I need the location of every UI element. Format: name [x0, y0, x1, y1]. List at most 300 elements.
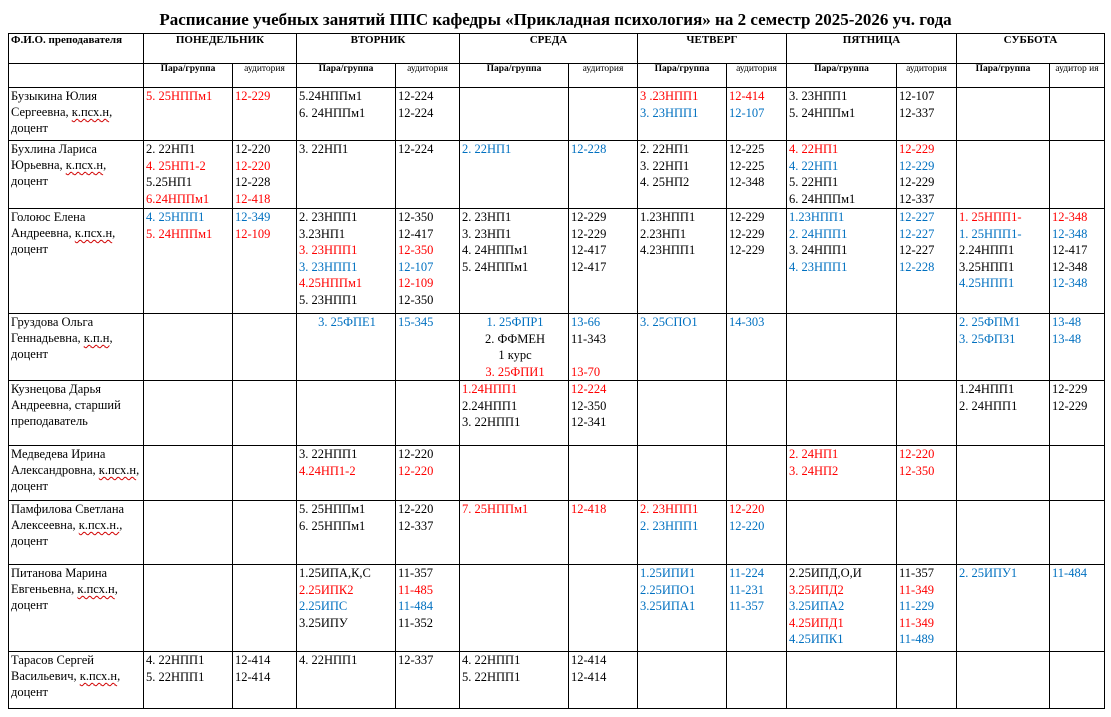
pair-group-cell [638, 446, 727, 501]
room-cell [569, 446, 638, 501]
room-cell [569, 565, 638, 652]
pair-group-cell [638, 652, 727, 709]
room-entry: 11-489 [899, 632, 934, 646]
pair-group-cell [460, 381, 569, 446]
room-entry: 12-224 [571, 382, 607, 396]
teacher-row [9, 501, 1105, 565]
schedule-body [9, 88, 1105, 709]
group-entry: 2. 23НПП1 [299, 210, 358, 224]
group-entry: 4. 25НПП1 [146, 210, 205, 224]
teacher-row [9, 209, 1105, 314]
group-entry: 7. 25НППм1 [462, 502, 529, 516]
room-cell [727, 141, 787, 209]
pair-group-cell [297, 565, 396, 652]
room-cell [233, 652, 297, 709]
group-entry: 5. 22НПП1 [146, 669, 205, 684]
group-entry: 5. 24НППм1 [146, 226, 213, 241]
group-entry: 4.25НПП1 [959, 276, 1015, 290]
room-entry: 11-229 [899, 599, 934, 613]
pair-group-cell [297, 314, 396, 381]
pair-group-cell [144, 381, 233, 446]
header-pair-group: Пара/группа [638, 64, 727, 88]
room-entry: 12-220 [729, 502, 765, 516]
group-entry: 2.23НП1 [640, 226, 687, 241]
room-entry: 11-484 [398, 599, 433, 613]
room-cell [1050, 209, 1105, 314]
pair-group-cell [957, 446, 1050, 501]
room-entry: 12-414 [571, 669, 607, 684]
group-entry: 5. 23НПП1 [299, 292, 358, 307]
group-entry: 1.25ИПИ1 [640, 566, 696, 580]
group-entry: 1 курс [498, 348, 532, 362]
group-entry: 3.23НП1 [299, 226, 346, 241]
pair-group-cell [144, 141, 233, 209]
room-entry: 12-349 [235, 210, 271, 224]
room-entry: 13-66 [571, 315, 601, 329]
pair-group-cell [144, 565, 233, 652]
group-entry: 3.25ИПА1 [640, 599, 696, 613]
group-entry: 2.25ИПО1 [640, 582, 696, 597]
header-room: аудитория [396, 64, 460, 88]
teacher-name: Кузнецова Дарья Андреевна, старший преподаватель [9, 381, 144, 446]
room-cell [569, 141, 638, 209]
header-day-thursday: ЧЕТВЕРГ [638, 34, 787, 64]
room-entry: 12-224 [398, 89, 434, 103]
teacher-row [9, 565, 1105, 652]
pair-group-cell [957, 141, 1050, 209]
group-entry: 4.25ИПК1 [789, 632, 844, 646]
group-entry: 2.24НПП1 [959, 243, 1015, 257]
teacher-row [9, 314, 1105, 381]
pair-group-cell [460, 501, 569, 565]
room-cell [727, 88, 787, 141]
room-cell [727, 446, 787, 501]
room-entry: 12-414 [729, 89, 765, 103]
room-entry: 12-229 [1052, 382, 1088, 396]
room-cell [1050, 501, 1105, 565]
room-cell [1050, 652, 1105, 709]
room-entry: 12-229 [571, 226, 607, 241]
pair-group-cell [297, 88, 396, 141]
room-cell [727, 652, 787, 709]
group-entry: 3. 22НП1 [299, 142, 349, 156]
group-entry: 3 .23НПП1 [640, 89, 699, 103]
pair-group-cell [957, 88, 1050, 141]
room-cell [897, 209, 957, 314]
room-cell [396, 209, 460, 314]
room-entry: 12-337 [899, 105, 935, 120]
room-entry: 12-350 [571, 398, 607, 413]
pair-group-cell [957, 652, 1050, 709]
pair-group-cell [787, 501, 897, 565]
room-cell [396, 652, 460, 709]
room-cell [727, 381, 787, 446]
room-cell [897, 652, 957, 709]
group-entry: 4. 22НПП1 [299, 653, 358, 667]
room-cell [897, 314, 957, 381]
pair-group-cell [638, 501, 727, 565]
room-entry: 12-220 [235, 142, 271, 156]
room-entry: 12-107 [729, 105, 765, 120]
group-entry: 1.25ИПА,К,С [299, 566, 371, 580]
room-cell [897, 501, 957, 565]
pair-group-cell [787, 314, 897, 381]
room-entry: 12-229 [899, 142, 935, 156]
room-cell [727, 501, 787, 565]
group-entry: 1.23НПП1 [789, 210, 845, 224]
room-entry: 13-48 [1052, 331, 1082, 346]
room-entry: 12-348 [1052, 210, 1088, 224]
pair-group-cell [957, 565, 1050, 652]
group-entry: 4. 25НП2 [640, 175, 690, 189]
group-entry: 2. ФФМЕН [484, 331, 546, 346]
room-entry: 12-350 [398, 243, 434, 257]
room-entry: 11-357 [398, 566, 433, 580]
pair-group-cell [460, 209, 569, 314]
header-name-subcell [9, 64, 144, 88]
teacher-row [9, 88, 1105, 141]
group-entry: 3.25ИПА2 [789, 599, 845, 613]
header-day-wednesday: СРЕДА [460, 34, 638, 64]
room-entry: 12-229 [729, 210, 765, 224]
group-entry: 4.24НП1-2 [299, 463, 356, 478]
room-cell [727, 314, 787, 381]
pair-group-cell [638, 141, 727, 209]
header-pair-group: Пара/группа [787, 64, 897, 88]
group-entry: 3. 25ФПИ1 [485, 364, 545, 379]
header-day-saturday: СУББОТА [957, 34, 1105, 64]
group-entry: 2.24НПП1 [462, 398, 518, 413]
room-entry: 12-348 [1052, 276, 1088, 290]
room-entry: 13-48 [1052, 315, 1082, 329]
header-room: аудитория [727, 64, 787, 88]
group-entry: 3.25ИПД2 [789, 582, 844, 597]
pair-group-cell [144, 501, 233, 565]
room-entry: 12-220 [398, 463, 434, 478]
room-entry: 12-224 [398, 105, 434, 120]
room-cell [396, 314, 460, 381]
pair-group-cell [297, 501, 396, 565]
room-cell [569, 381, 638, 446]
room-entry: 12-225 [729, 158, 765, 173]
group-entry: 3. 22НП1 [640, 158, 690, 173]
room-entry: 12-337 [899, 191, 935, 206]
room-entry: 12-229 [1052, 398, 1088, 413]
group-entry: 4. 22НПП1 [462, 653, 521, 667]
room-entry: 12-227 [899, 226, 935, 241]
group-entry: 5. 24НППм1 [789, 105, 856, 120]
group-entry: 2.25ИПД,О,И [789, 566, 862, 580]
room-entry: 11-357 [729, 599, 764, 613]
pair-group-cell [460, 314, 569, 381]
group-entry: 2. 23НПП1 [640, 502, 699, 516]
room-cell [396, 565, 460, 652]
group-entry: 2. 23НПП1 [640, 518, 699, 533]
header-day-friday: ПЯТНИЦА [787, 34, 957, 64]
room-entry: 12-417 [571, 259, 607, 274]
group-entry: 4. 22НПП1 [146, 653, 205, 667]
room-entry: 11-352 [398, 615, 433, 630]
group-entry: 3. 24НПП1 [789, 243, 848, 257]
pair-group-cell [787, 565, 897, 652]
group-entry: 5.25НП1 [146, 175, 193, 189]
room-entry: 12-220 [398, 502, 434, 516]
group-entry: 1.24НПП1 [462, 382, 518, 396]
group-entry: 2. 24НП1 [789, 447, 839, 461]
pair-group-cell [638, 565, 727, 652]
group-entry: 2.25ИПС [299, 599, 348, 613]
group-entry: 6. 24НППм1 [299, 105, 366, 120]
header-day-tuesday: ВТОРНИК [297, 34, 460, 64]
room-entry: 12-225 [729, 142, 765, 156]
room-entry: 12-220 [899, 447, 935, 461]
room-entry: 12-229 [729, 243, 765, 257]
room-entry: 12-348 [729, 175, 765, 189]
room-entry: 12-229 [899, 158, 935, 173]
room-cell [233, 565, 297, 652]
group-entry: 2. 22НП1 [462, 142, 512, 156]
room-cell [396, 501, 460, 565]
group-entry: 2.25ИПК2 [299, 582, 354, 597]
group-entry: 1. 25ФПР1 [486, 315, 544, 329]
room-entry: 11-224 [729, 566, 764, 580]
pair-group-cell [297, 141, 396, 209]
group-entry: 4. 22НП1 [789, 158, 839, 173]
room-entry: 14-303 [729, 315, 765, 329]
room-cell [897, 141, 957, 209]
room-cell [396, 381, 460, 446]
schedule-table [8, 33, 1105, 709]
room-entry: 12-109 [398, 276, 434, 290]
header-day-monday: ПОНЕДЕЛЬНИК [144, 34, 297, 64]
group-entry: 3. 25ФПЕ1 [318, 315, 376, 329]
room-cell [233, 446, 297, 501]
header-name-column: Ф.И.О. преподавателя [9, 34, 144, 64]
group-entry: 1. 25НПП1- [959, 226, 1022, 241]
group-entry: 6.24НППм1 [146, 191, 210, 206]
room-cell [1050, 565, 1105, 652]
pair-group-cell [460, 565, 569, 652]
room-cell [233, 314, 297, 381]
group-entry: 3.25ИПУ [299, 615, 348, 630]
room-entry: 12-229 [571, 210, 607, 224]
room-entry: 12-227 [899, 243, 935, 257]
group-entry: 3. 23НПП1 [789, 89, 848, 103]
group-entry: 3. 25СПО1 [640, 315, 698, 329]
group-entry: 4. 25НП1-2 [146, 158, 206, 173]
room-cell [1050, 88, 1105, 141]
pair-group-cell [957, 501, 1050, 565]
group-entry: 5.24НППм1 [299, 89, 363, 103]
pair-group-cell [144, 209, 233, 314]
room-cell [727, 209, 787, 314]
group-entry: 3. 23НП1 [462, 226, 512, 241]
room-cell [569, 88, 638, 141]
room-cell [1050, 141, 1105, 209]
teacher-name: Питанова Марина Евгеньевна, к.псх.н, доцент [9, 565, 144, 652]
room-cell [727, 565, 787, 652]
room-entry: 12-107 [398, 259, 434, 274]
room-entry: 11-349 [899, 615, 934, 630]
teacher-name: Медведева Ирина Александровна, к.псх.н, доцент [9, 446, 144, 501]
room-entry: 12-229 [235, 89, 271, 103]
group-entry: 5. 22НП1 [789, 175, 839, 189]
pair-group-cell [144, 314, 233, 381]
room-entry: 12-228 [571, 142, 607, 156]
room-entry: 12-227 [899, 210, 935, 224]
group-entry: 3. 23НПП1 [299, 243, 358, 257]
room-entry: 12-417 [398, 226, 434, 241]
group-entry: 2. 23НП1 [462, 210, 512, 224]
room-entry: 12-228 [899, 259, 935, 274]
room-cell [396, 141, 460, 209]
room-cell [233, 88, 297, 141]
teacher-name: Бухлина Лариса Юрьевна, к.псх.н, доцент [9, 141, 144, 209]
pair-group-cell [638, 209, 727, 314]
group-entry: 1.23НПП1 [640, 210, 696, 224]
room-entry: 11-484 [1052, 566, 1087, 580]
header-pair-group: Пара/группа [144, 64, 233, 88]
room-entry: 11-231 [729, 582, 764, 597]
group-entry: 5. 22НПП1 [462, 669, 521, 684]
room-entry: 12-224 [398, 142, 434, 156]
group-entry: 3. 25ФПЗ1 [959, 331, 1016, 346]
room-entry: 12-417 [571, 243, 607, 257]
room-entry: 12-414 [235, 653, 271, 667]
room-cell [897, 88, 957, 141]
group-entry: 4.23НПП1 [640, 243, 696, 257]
teacher-name: Голоюс Елена Андреевна, к.псх.н, доцент [9, 209, 144, 314]
pair-group-cell [787, 381, 897, 446]
group-entry: 3.25НПП1 [959, 259, 1015, 274]
room-cell [569, 652, 638, 709]
room-entry: 11-343 [571, 331, 606, 346]
group-entry: 4. 24НППм1 [462, 243, 529, 257]
teacher-name: Памфилова Светлана Алексеевна, к.псх.н., доцент [9, 501, 144, 565]
pair-group-cell [957, 381, 1050, 446]
pair-group-cell [638, 88, 727, 141]
room-entry: 11-349 [899, 582, 934, 597]
room-entry: 12-229 [729, 226, 765, 241]
room-cell [1050, 314, 1105, 381]
teacher-name: Тарасов Сергей Васильевич, к.псх.н, доцент [9, 652, 144, 709]
group-entry: 6. 24НППм1 [789, 191, 856, 206]
room-entry: 12-348 [1052, 226, 1088, 241]
group-entry: 3. 22НПП1 [299, 447, 358, 461]
pair-group-cell [787, 209, 897, 314]
pair-group-cell [638, 314, 727, 381]
header-room: аудитория [233, 64, 297, 88]
group-entry: 3. 22НПП1 [462, 415, 521, 429]
page-title: Расписание учебных занятий ППС кафедры «Прикладная психология» на 2 семестр 2025-2026 уч. года [159, 10, 952, 29]
pair-group-cell [144, 446, 233, 501]
room-entry: 12-350 [398, 292, 434, 307]
pair-group-cell [957, 314, 1050, 381]
teacher-row [9, 446, 1105, 501]
pair-group-cell [297, 446, 396, 501]
group-entry: 2. 22НП1 [146, 142, 196, 156]
pair-group-cell [787, 88, 897, 141]
room-cell [233, 141, 297, 209]
pair-group-cell [638, 381, 727, 446]
room-entry: 12-350 [899, 463, 935, 478]
room-entry: 12-414 [571, 653, 607, 667]
room-entry: 12-418 [235, 191, 271, 206]
teacher-name: Груздова Ольга Геннадьевна, к.п.н, доцент [9, 314, 144, 381]
group-entry: 3. 23НПП1 [299, 259, 358, 274]
group-entry: 2. 24НПП1 [789, 226, 848, 241]
room-entry: 12-107 [899, 89, 935, 103]
room-entry: 12-109 [235, 226, 271, 241]
pair-group-cell [460, 88, 569, 141]
room-cell [396, 88, 460, 141]
group-entry: 2. 25ФПМ1 [959, 315, 1021, 329]
header-pair-group: Пара/группа [957, 64, 1050, 88]
teacher-row [9, 652, 1105, 709]
header-room: аудитория [569, 64, 638, 88]
room-entry: 12-417 [1052, 243, 1088, 257]
room-entry: 12-348 [1052, 259, 1088, 274]
pair-group-cell [957, 209, 1050, 314]
room-entry: 15-345 [398, 315, 434, 329]
room-cell [569, 209, 638, 314]
room-cell [233, 501, 297, 565]
room-entry: 12-220 [398, 447, 434, 461]
teacher-row [9, 141, 1105, 209]
group-entry: 1. 25НПП1- [959, 210, 1022, 224]
room-entry: 12-337 [398, 518, 434, 533]
group-entry: 5. 24НППм1 [462, 259, 529, 274]
header-pair-group: Пара/группа [297, 64, 396, 88]
pair-group-cell [144, 88, 233, 141]
pair-group-cell [297, 652, 396, 709]
pair-group-cell [297, 381, 396, 446]
group-entry: 4. 23НПП1 [789, 259, 848, 274]
room-entry: 13-70 [571, 364, 601, 379]
room-cell [569, 314, 638, 381]
pair-group-cell [460, 446, 569, 501]
room-entry: 12-228 [235, 175, 271, 189]
group-entry: 4. 22НП1 [789, 142, 839, 156]
room-cell [233, 209, 297, 314]
group-entry: 3. 23НПП1 [640, 105, 699, 120]
room-entry: 12-220 [729, 518, 765, 533]
group-entry: 5. 25НППм1 [146, 89, 213, 103]
room-entry: 12-229 [899, 175, 935, 189]
room-entry: 12-220 [235, 158, 271, 173]
teacher-row [9, 381, 1105, 446]
room-entry: 12-414 [235, 669, 271, 684]
pair-group-cell [460, 652, 569, 709]
room-cell [897, 565, 957, 652]
room-entry: 11-485 [398, 582, 433, 597]
room-cell [1050, 381, 1105, 446]
group-entry: 4.25НППм1 [299, 276, 363, 290]
room-cell [396, 446, 460, 501]
room-entry: 12-418 [571, 502, 607, 516]
room-cell [233, 381, 297, 446]
group-entry: 5. 25НППм1 [299, 502, 366, 516]
pair-group-cell [787, 652, 897, 709]
group-entry: 6. 25НППм1 [299, 518, 366, 533]
group-entry: 3. 24НП2 [789, 463, 839, 478]
pair-group-cell [787, 446, 897, 501]
room-entry: 12-337 [398, 653, 434, 667]
teacher-name: Бузыкина Юлия Сергеевна, к.псх.н, доцент [9, 88, 144, 141]
group-entry: 1.24НПП1 [959, 382, 1015, 396]
room-entry [571, 347, 637, 364]
room-cell [897, 381, 957, 446]
